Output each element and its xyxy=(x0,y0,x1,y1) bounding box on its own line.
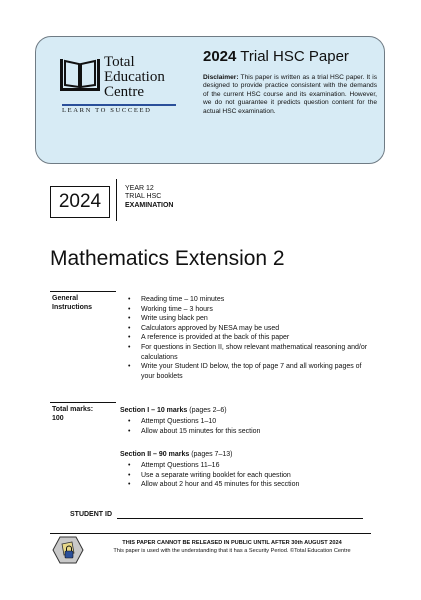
disclaimer xyxy=(203,74,377,116)
section-2-heading xyxy=(120,450,370,459)
list-item: • Attempt Questions 1–10 xyxy=(128,417,370,427)
total-marks-value: 100 xyxy=(52,414,64,422)
general-label-line-2: Instructions xyxy=(52,303,93,311)
list-item: • Write using black pen xyxy=(128,314,368,324)
section-1-title: Section I – 10 marks xyxy=(120,407,188,414)
section-2-pages: (pages 7–13) xyxy=(189,451,233,458)
list-item: • Allow about 2 hour and 45 minutes for this secction xyxy=(128,480,370,490)
logo-line-2: Education xyxy=(104,69,165,85)
section-1 xyxy=(120,406,370,436)
list-item: • Working time – 3 hours xyxy=(128,305,368,315)
exam-year-box: 2024 xyxy=(50,186,110,218)
marks-rule xyxy=(50,402,116,403)
total-marks-label-line-1: Total marks: xyxy=(52,406,94,413)
list-item: • Attempt Questions 11–16 xyxy=(128,461,370,471)
security-notice: This paper is used with the understanding that it has a Security Period. ©Total Education Centre xyxy=(113,548,351,554)
student-id-label: STUDENT ID xyxy=(70,511,112,518)
logo-rule xyxy=(62,104,176,106)
section-1-pages: (pages 2–6) xyxy=(187,407,227,414)
paper-title-text: Trial HSC Paper xyxy=(240,48,349,65)
year-divider xyxy=(116,179,117,221)
list-item: • Reading time – 10 minutes xyxy=(128,295,368,305)
exam-info-line-1: YEAR 12 xyxy=(125,185,154,192)
section-2 xyxy=(120,450,370,490)
disclaimer-text: This paper is written as a trial HSC paper. It is designed to provide practice consistent with the demands of the current HSC course and its examination. However, we do not guarantee it predicts question content for the actual HSC examination. xyxy=(203,74,377,115)
section-2-title: Section II – 90 marks xyxy=(120,451,190,458)
logo-line-3: Centre xyxy=(104,84,144,100)
total-marks-label xyxy=(52,406,93,423)
general-label xyxy=(52,295,92,312)
section-2-list xyxy=(128,461,370,490)
paper-title-year: 2024 xyxy=(203,48,237,65)
student-id-line[interactable] xyxy=(117,518,363,519)
paper-title xyxy=(203,48,377,65)
section-1-heading xyxy=(120,406,370,415)
section-1-list xyxy=(128,417,370,436)
list-item: • Use a separate writing booklet for each question xyxy=(128,471,370,481)
logo-line-1: Total xyxy=(104,54,135,70)
logo-wordmark xyxy=(104,55,165,100)
open-book-icon xyxy=(58,55,102,95)
release-notice: THIS PAPER CANNOT BE RELEASED IN PUBLIC UNTIL AFTER 30th AUGUST 2024 xyxy=(122,540,342,546)
list-item: • A reference is provided at the back of this paper xyxy=(128,333,368,343)
disclaimer-label: Disclaimer: xyxy=(203,74,239,81)
general-rule xyxy=(50,291,116,292)
logo-tagline: LEARN TO SUCCEED xyxy=(62,107,152,114)
list-item: • Calculators approved by NESA may be used xyxy=(128,324,368,334)
exam-info-line-2: TRIAL HSC xyxy=(125,193,162,201)
exam-info xyxy=(125,185,173,210)
security-lock-icon xyxy=(52,536,84,564)
list-item: • Write your Student ID below, the top of page 7 and all working pages of your booklets xyxy=(128,362,368,381)
footer-rule xyxy=(50,533,371,534)
exam-info-line-3: EXAMINATION xyxy=(125,201,174,209)
list-item: • For questions in Section II, show relevant mathematical reasoning and/or calculations xyxy=(128,343,368,362)
subject-title: Mathematics Extension 2 xyxy=(50,247,285,270)
general-instructions-list xyxy=(128,295,368,381)
general-label-line-1: General xyxy=(52,295,79,302)
list-item: • Allow about 15 minutes for this section xyxy=(128,427,370,437)
